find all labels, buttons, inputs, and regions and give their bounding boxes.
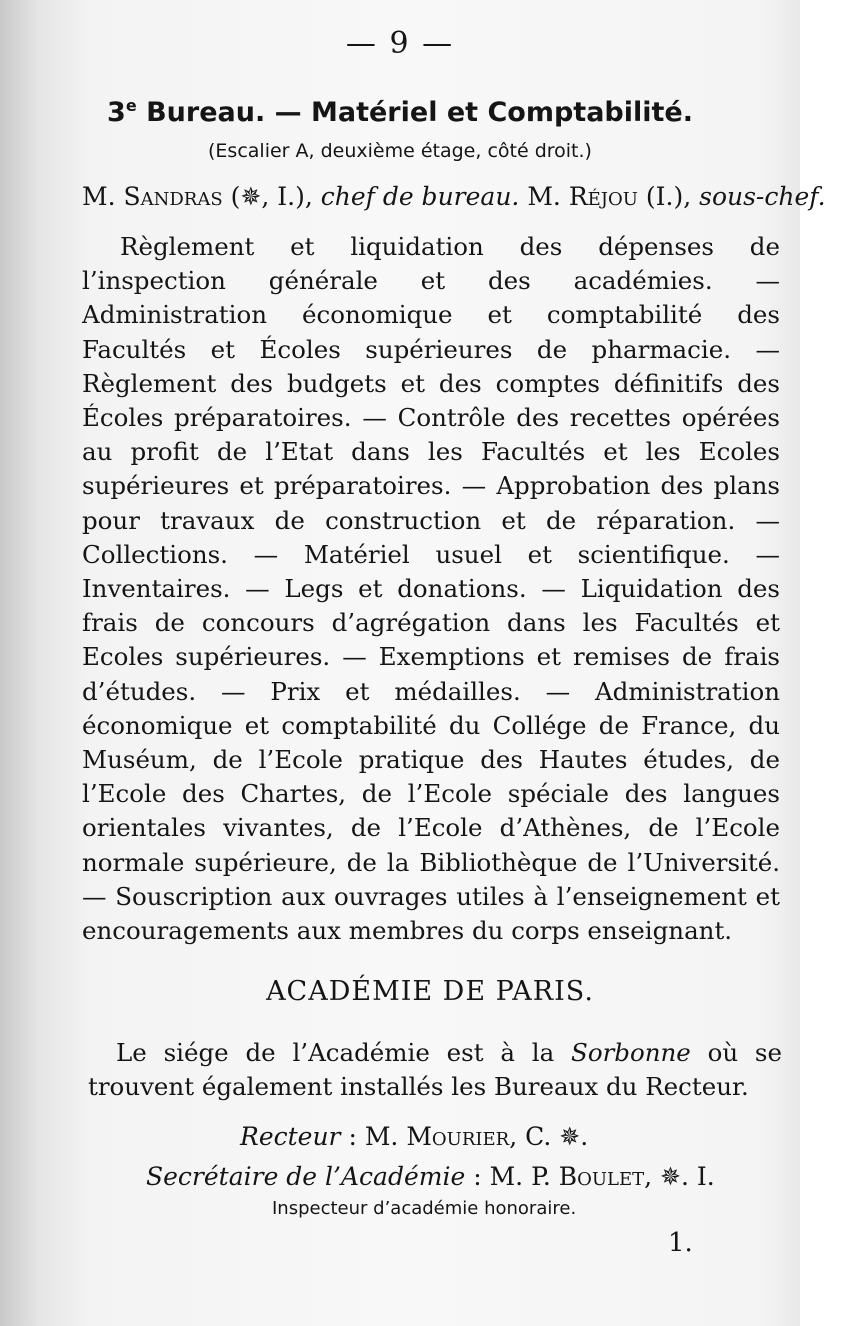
staff-line — [82, 182, 826, 211]
staff-role-2: sous-chef. — [699, 182, 826, 211]
rector-sep: : M. — [340, 1122, 407, 1151]
inspector-line: Inspecteur d’académie honoraire. — [272, 1198, 577, 1219]
secretary-line — [146, 1162, 715, 1191]
staff-name-2: Réjou — [568, 182, 638, 211]
staff-name-1: Sandras — [123, 182, 223, 211]
staff-honours-2: (I.), — [637, 182, 700, 211]
academy-paragraph — [88, 1036, 782, 1104]
academy-para-after: où se trouvent également installés les Bureaux du Recteur. — [88, 1038, 782, 1101]
page-number: — 9 — — [345, 26, 455, 61]
section-title — [0, 96, 800, 128]
staff-role-1: chef de bureau. — [320, 182, 520, 211]
section-title-sup: e — [125, 96, 137, 115]
rector-label: Recteur — [240, 1122, 341, 1151]
secretary-name: Boulet — [558, 1162, 645, 1191]
secretary-honours: , ✵. I. — [644, 1162, 715, 1191]
academy-para-place: Sorbonne — [571, 1038, 691, 1067]
section-title-text: Bureau. — Matériel et Comptabilité. — [136, 97, 693, 128]
secretary-label: Secrétaire de l’Académie — [146, 1162, 466, 1191]
rector-honours: , C. ✵. — [509, 1122, 589, 1151]
academy-para-before: Le siége de l’Académie est à la — [116, 1038, 572, 1067]
body-paragraph: Règlement et liquidation des dépenses de l’inspection générale et des académies. — Administration économique et comptabilité des Facultés et Écoles supérieures de pharmacie. — Règlement des budgets et des comptes définitifs des Écoles préparatoires. — Contrôle des recettes opérées au profit de l’Etat dans les Facultés et les Ecoles supérieures et préparatoires. — Approbation des plans pour travaux de construction et de réparation. — Collections. — Matériel usuel et scientifique. — Inventaires. — Legs et donations. — Liquidation des frais de concours d’agrégation dans les Facultés et Ecoles supérieures. — Exemptions et remises de frais d’études. — Prix et médailles. — Administration économique et comptabilité du Collége de France, du Muséum, de l’Ecole pratique des Hautes études, de l’Ecole des Chartes, de l’Ecole spéciale des langues orientales vivantes, de l’Ecole d’Athènes, de l’Ecole normale supérieure, de la Bibliothèque de l’Université. — Souscription aux ouvrages utiles à l’enseignement et encouragements aux membres du corps enseignant. — [82, 232, 780, 946]
section-subtitle: (Escalier A, deuxième étage, côté droit.) — [208, 140, 592, 162]
section-title-number: 3 — [107, 97, 126, 128]
signature-mark: 1. — [668, 1228, 693, 1258]
staff-prefix-1: M. — [82, 182, 124, 211]
staff-honours-1: (✵, I.), — [222, 182, 321, 211]
staff-prefix-2: M. — [519, 182, 569, 211]
academy-heading: ACADÉMIE DE PARIS. — [266, 976, 594, 1007]
secretary-sep: : M. P. — [465, 1162, 559, 1191]
rector-name: Mourier — [406, 1122, 510, 1151]
rector-line — [240, 1122, 588, 1151]
